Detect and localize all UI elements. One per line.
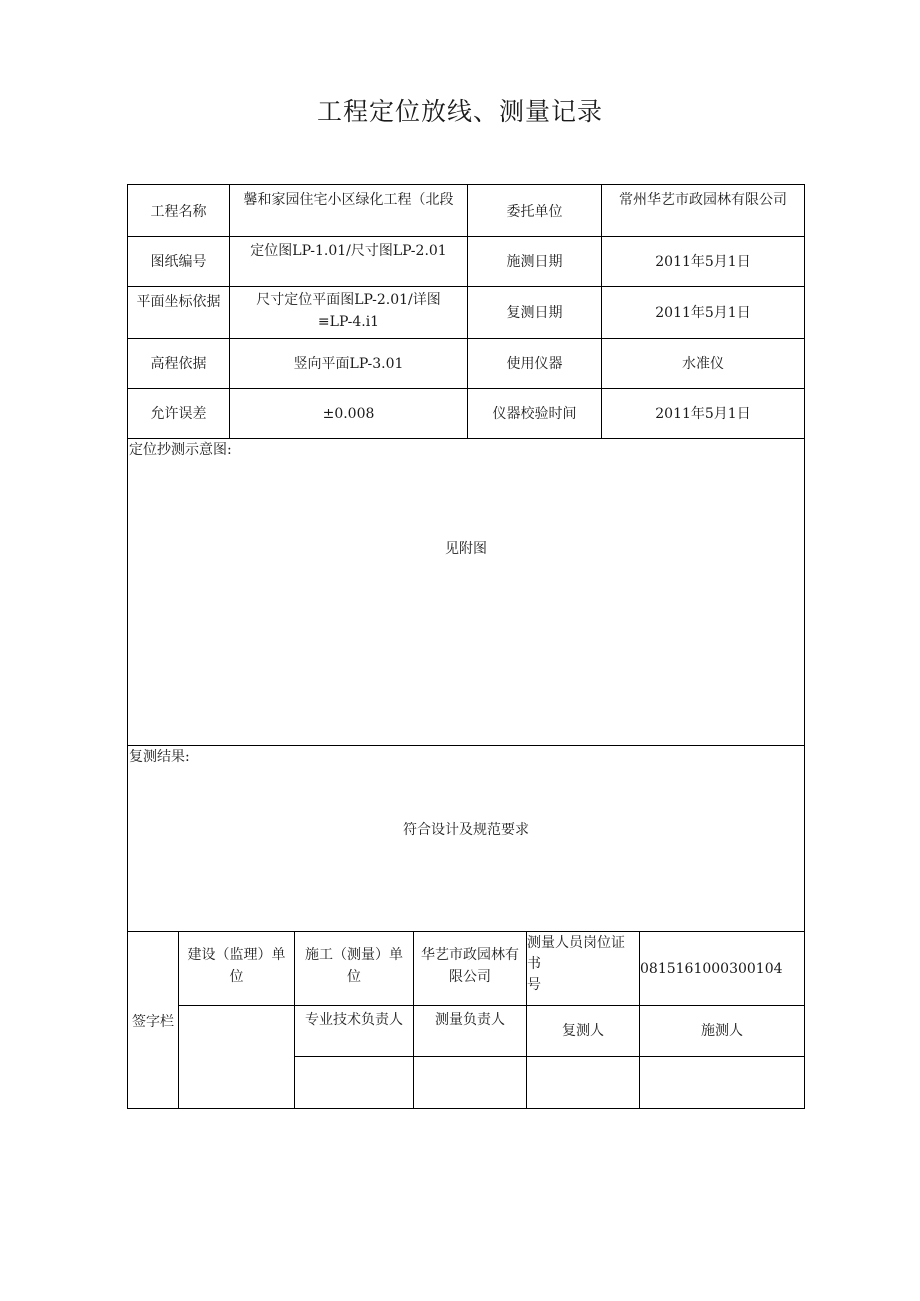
contractor-unit-line: 位 [347, 969, 361, 985]
rechecker-header: 复测人 [562, 1023, 604, 1039]
instrument-value: 水准仪 [682, 355, 724, 372]
plane-basis-label: 平面坐标依据 [136, 294, 221, 310]
survey-lead-signature[interactable] [414, 1057, 526, 1108]
plane-basis-value [230, 287, 467, 338]
elevation-basis-label: 高程依据 [150, 355, 207, 372]
tech-lead-header: 专业技术负责人 [305, 1012, 403, 1028]
recheck-result-content: 符合设计及规范要求 [403, 822, 529, 838]
page-title: 工程定位放线、测量记录 [316, 97, 603, 126]
plane-basis-line: 尺寸定位平面图LP-2.01/详图 [256, 292, 441, 308]
contractor-company [414, 932, 526, 1005]
certificate-line: 书 [527, 956, 541, 972]
owner-signature[interactable] [179, 1006, 294, 1108]
calibration-time-value: 2011年5月1日 [655, 405, 751, 422]
client-value: 常州华艺市政园林有限公司 [619, 192, 787, 208]
drawing-no-value: 定位图LP-1.01/尺寸图LP-2.01 [250, 243, 447, 259]
recheck-date-label: 复测日期 [506, 304, 563, 321]
owner-unit-line: 建设（监理）单 [187, 947, 286, 963]
certificate-line: 测量人员岗位证 [527, 935, 625, 951]
project-name-value: 馨和家园住宅小区绿化工程（北段 [243, 192, 454, 208]
contractor-unit-line: 施工（测量）单 [305, 947, 403, 963]
row-divider [128, 745, 804, 746]
survey-date-label: 施测日期 [506, 253, 563, 270]
instrument-label: 使用仪器 [506, 355, 563, 372]
tech-lead-signature[interactable] [295, 1057, 413, 1108]
tolerance-label: 允许误差 [150, 405, 207, 422]
sketch-content: 见附图 [445, 541, 487, 557]
tolerance-value: ±0.008 [322, 405, 375, 422]
calibration-time-label: 仪器校验时间 [492, 405, 577, 422]
certificate-number: 0815161000300104 [640, 960, 783, 977]
contractor-unit-header [295, 932, 413, 1005]
rechecker-signature[interactable] [527, 1057, 639, 1108]
elevation-basis-value: 竖向平面LP-3.01 [293, 355, 404, 372]
plane-basis-line: ≡LP-4.i1 [317, 314, 380, 330]
project-name-label: 工程名称 [150, 203, 207, 220]
signature-label: 签字栏 [132, 1014, 174, 1030]
surveyor-signature[interactable] [640, 1057, 804, 1108]
company-line: 限公司 [449, 969, 491, 985]
certificate-line: 号 [527, 977, 541, 993]
survey-date-value: 2011年5月1日 [655, 253, 751, 270]
recheck-date-value: 2011年5月1日 [655, 304, 751, 321]
surveyor-header: 施测人 [701, 1023, 743, 1039]
owner-unit-line: 位 [229, 969, 244, 985]
owner-unit-header [179, 932, 294, 1005]
company-line: 华艺市政园林有 [421, 947, 519, 963]
sketch-label: 定位抄测示意图: [129, 442, 232, 458]
certificate-header [527, 932, 639, 1005]
client-label: 委托单位 [506, 203, 563, 220]
survey-lead-header: 测量负责人 [435, 1012, 505, 1028]
survey-record-table [127, 184, 805, 1109]
drawing-no-label: 图纸编号 [150, 253, 207, 270]
recheck-result-label: 复测结果: [129, 749, 190, 765]
